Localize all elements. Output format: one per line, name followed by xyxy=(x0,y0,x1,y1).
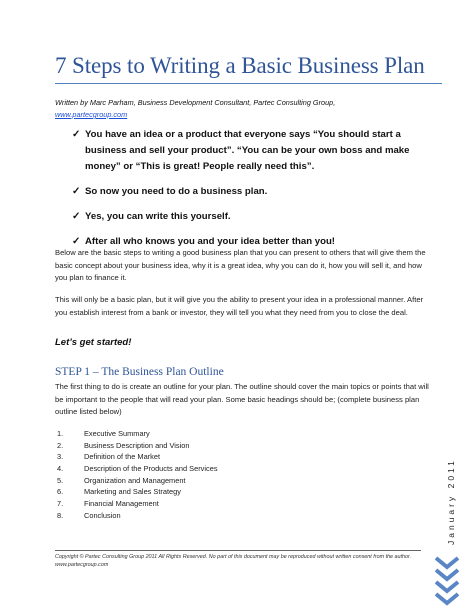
outline-item xyxy=(57,486,357,498)
intro-paragraph: This will only be a basic plan, but it will give you the ability to present your idea in a professional manner. After you establish interest from a bank or investor, they will tell you what they need from you to close the deal. xyxy=(55,295,424,317)
author-byline xyxy=(55,97,415,121)
byline-text: Written by Marc Parham, Business Development Consultant, Partec Consulting Group, xyxy=(55,98,336,107)
outline-item xyxy=(57,440,357,452)
outline-item xyxy=(57,428,357,440)
step-heading: STEP 1 – The Business Plan Outline xyxy=(55,366,224,378)
chevron-down-icon xyxy=(432,552,462,608)
vertical-date: January 2011 xyxy=(446,458,456,545)
outline-item xyxy=(57,498,357,510)
checkmark-icon: ✓ xyxy=(72,236,81,247)
checkmark-icon: ✓ xyxy=(72,129,81,140)
checklist-item-text: You have an idea or a product that everyone says “You should start a business and sell your product”. “You can be your own boss and make money” or “This is great! People really need this”. xyxy=(85,129,410,172)
website-link[interactable]: www.partecgroup.com xyxy=(55,110,128,119)
outline-item xyxy=(57,451,357,463)
outline-text: Business Description and Vision xyxy=(84,440,190,450)
intro-paragraph: Below are the basic steps to writing a good business plan that you can present to others that will give them the basic concept about your business idea, why it is a great idea, why you can do it, how you will sell it, and how you plan to finance it. xyxy=(55,248,426,282)
title-underline xyxy=(55,83,442,84)
outline-text: Financial Management xyxy=(84,499,159,509)
footer-divider xyxy=(55,550,421,551)
checklist-item xyxy=(72,209,432,225)
step-body: The first thing to do is create an outline for your plan. The outline should cover the main topics or points that will be important to the people that will read your plan. Some basic headings should be; (complete business plan outline listed below) xyxy=(55,382,429,416)
checklist-item xyxy=(72,127,432,175)
outline-text: Description of the Products and Services xyxy=(84,464,218,474)
lets-get-started: Let’s get started! xyxy=(55,337,132,348)
outline-text: Organization and Management xyxy=(84,475,186,485)
outline-text: Conclusion xyxy=(84,510,121,520)
checklist-item-text: After all who knows you and your idea better than you! xyxy=(85,236,335,247)
outline-list xyxy=(57,428,357,522)
outline-text: Executive Summary xyxy=(84,429,150,438)
checklist-item-text: Yes, you can write this yourself. xyxy=(85,211,231,222)
checklist-item-text: So now you need to do a business plan. xyxy=(85,186,268,197)
outline-item xyxy=(57,510,357,522)
outline-number: 1. xyxy=(57,429,64,438)
checklist-item xyxy=(72,184,432,200)
outline-number: 4. xyxy=(57,464,64,474)
outline-number: 3. xyxy=(57,452,64,462)
checkmark-icon: ✓ xyxy=(72,186,81,197)
outline-number: 2. xyxy=(57,440,64,450)
copyright-notice: Copyright © Partec Consulting Group 2011 All Rights Reserved. No part of this document may be reproduced without written consent from the author. www.partecgroup.com xyxy=(55,554,412,568)
outline-item xyxy=(57,475,357,487)
document-title: 7 Steps to Writing a Basic Business Plan xyxy=(55,53,425,78)
outline-number: 7. xyxy=(57,499,64,509)
outline-item xyxy=(57,463,357,475)
outline-text: Definition of the Market xyxy=(84,452,160,462)
outline-number: 6. xyxy=(57,487,64,497)
outline-text: Marketing and Sales Strategy xyxy=(84,487,181,497)
outline-number: 5. xyxy=(57,475,64,485)
checkmark-icon: ✓ xyxy=(72,211,81,222)
checklist xyxy=(72,127,432,259)
outline-number: 8. xyxy=(57,510,64,520)
